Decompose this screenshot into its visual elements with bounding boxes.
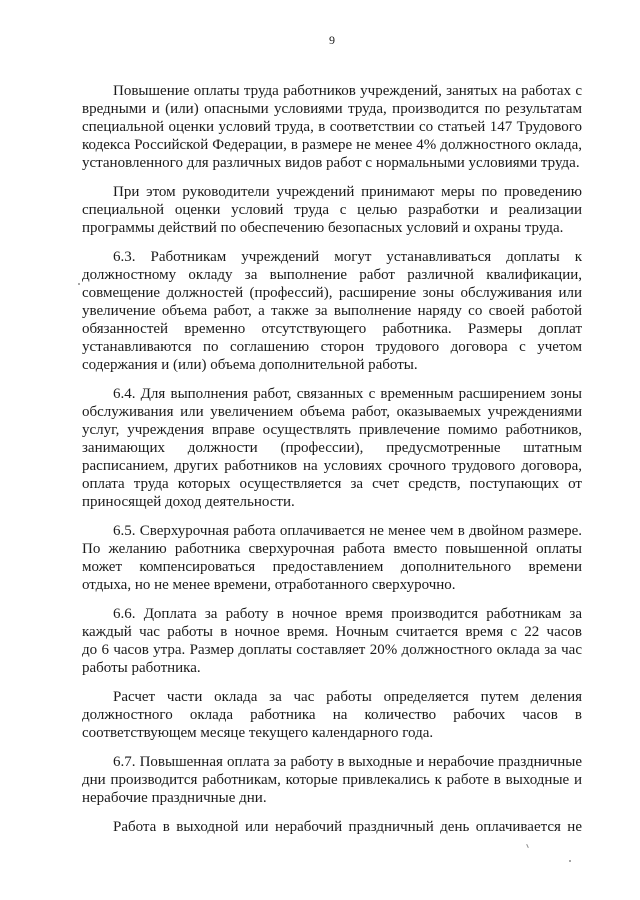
text-line: кодекса Российской Федерации, в размере не менее 4% должностного оклада, [82,137,582,153]
document-body [82,82,582,847]
paragraph-working-conditions-assessment [82,183,582,237]
text-line: должностному окладу за выполнение работ различной квалификации, [82,267,582,283]
text-line: содержания и (или) объема дополнительной работы. [82,357,418,373]
paragraph-hourly-rate-calculation [82,688,582,742]
text-line: Работа в выходной или нерабочий праздничный день оплачивается не [113,819,582,835]
paragraph-6-4 [82,385,582,511]
text-line: специальной оценки условий труда, в соответствии со статьей 147 Трудового [82,119,582,135]
text-line: соответствующем месяце текущего календарного года. [82,725,434,741]
text-line: до 6 часов утра. Размер доплаты составляет 20% должностного оклада за час [82,642,582,658]
paragraph-6-7 [82,753,582,807]
text-line: каждый час работы в ночное время. Ночным считается время с 22 часов [82,624,582,640]
text-line: 6.4. Для выполнения работ, связанных с временным расширением зоны [113,386,582,402]
paragraph-hazardous-conditions-pay [82,82,582,172]
text-line: работы работника. [82,660,201,676]
text-line: При этом руководители учреждений принимают меры по проведению [113,184,582,200]
page-number: 9 [329,33,335,47]
text-line: 6.5. Сверхурочная работа оплачивается не менее чем в двойном размере. [113,523,582,539]
paragraph-6-5 [82,522,582,594]
text-line: расписанием, других работников на условиях срочного трудового договора, [82,458,582,474]
text-line: 6.3. Работникам учреждений могут устанавливаться доплаты к [113,249,582,265]
text-line: может компенсироваться предоставлением дополнительного времени [82,559,582,575]
scan-speck [569,860,571,862]
text-line: нерабочие праздничные дни. [82,790,267,806]
text-line: Расчет части оклада за час работы определяется путем деления [113,689,582,705]
text-line: 6.6. Доплата за работу в ночное время производится работникам за [113,606,582,622]
text-line: дни производится работникам, которые привлекались к работе в выходные и [82,772,582,788]
text-line: услуг, учреждения вправе осуществлять привлечение помимо работников, [82,422,582,438]
text-line: оплата труда которых осуществляется за счет средств, поступающих от [82,476,582,492]
scan-speck [78,283,80,285]
text-line: программы действий по обеспечению безопасных условий и охраны труда. [82,220,564,236]
text-line: обслуживания или увеличением объема работ, оказываемых учреждениями [82,404,582,420]
text-line: 6.7. Повышенная оплата за работу в выходные и нерабочие праздничные [113,754,582,770]
text-line: По желанию работника сверхурочная работа вместо повышенной оплаты [82,541,582,557]
text-line: обязанностей временно отсутствующего работника. Размеры доплат [82,321,582,337]
text-line: устанавливаются по соглашению сторон трудового договора с учетом [82,339,582,355]
text-line: должностного оклада работника на количество рабочих часов в [82,707,582,723]
text-line: совмещение должностей (профессий), расширение зоны обслуживания или [82,285,582,301]
paragraph-weekend-work [82,818,582,836]
text-line: приносящей доход деятельности. [82,494,295,510]
text-line: увеличение объема работ, а также за выполнение наряду со своей работой [82,303,582,319]
text-line: Повышение оплаты труда работников учреждений, занятых на работах с [113,83,582,99]
text-line: установленного для различных видов работ с нормальными условиями труда. [82,155,580,171]
text-line: специальной оценки условий труда с целью разработки и реализации [82,202,582,218]
text-line: вредными и (или) опасными условиями труда, производится по результатам [82,101,582,117]
paragraph-6-6 [82,605,582,677]
paragraph-6-3 [82,248,582,374]
text-line: отдыха, но не менее времени, отработанного сверхурочно. [82,577,456,593]
text-line: занимающих должности (профессии), предусмотренные штатным [82,440,582,456]
